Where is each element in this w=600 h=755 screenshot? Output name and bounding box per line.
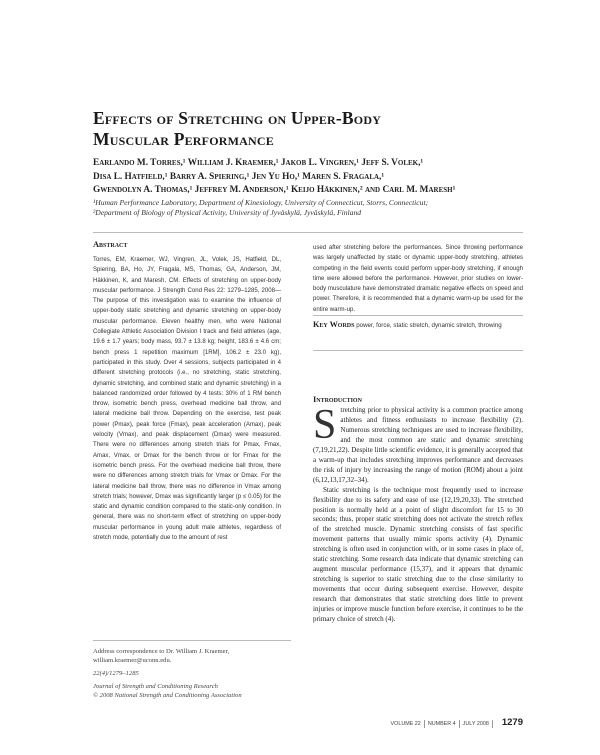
drop-cap: S — [313, 402, 337, 448]
abstract-paragraph: used after stretching before the performances. Since throwing performance was largely unaffected by static or dynamic upper-body stretching, athletes competing in the field events could perform upper-body stretching, if enough time were allowed before the performance. However, prior studies on lower-body musculature have demonstrated dramatic negative effects on speed and power. Therefore, it is recommended that a dynamic warm-up be used for the entire warm-up. — [313, 245, 523, 313]
keywords-text: power, force, static stretch, dynamic stretch, throwing — [356, 322, 502, 329]
footnote — [93, 648, 291, 701]
copyright-line: © 2008 National Strength and Conditioning Association — [93, 691, 242, 699]
abstract-paragraph: Torres, EM, Kraemer, WJ, Vingren, JL, Volek, JS, Hatfield, DL, Spiering, BA, Ho, JY, Fragala, MS, Thomas, GA, Anderson, JM, Häkkinen, K, and Maresh, CM. Effects of stretching on upper-body muscular performance. J Strength Cond Res 22: 1279–1285, 2008—The purpose of this investigation was to examine the influence of upper-body static stretching and dynamic stretching on upper-body muscular performance. Eleven healthy men, who were National Collegiate Athletic Association Division I track and field athletes (age, 19.6 ± 1.7 years; body mass, 93.7 ± 13.8 kg; height, 183.6 ± 4.6 cm; bench press 1 repetition maximum [1RM], 106.2 ± 23.0 kg), participated in this study. Over 4 sessions, subjects participated in 4 different stretching protocols (i.e., no stretching, static stretching, dynamic stretching, and combined static and dynamic stretching) in a balanced randomized order followed by 4 tests: 30% of 1 RM bench throw, isometric bench press, overhead medicine ball throw, and lateral medicine ball throw. Depending on the exercise, test peak power (Pmax), peak force (Fmax), peak acceleration (Amax), peak velocity (Vmax), and peak displacement (Dmax) were measured. There were no differences among stretch trials for Pmax, Fmax, Amax, Vmax, or Dmax for the bench throw or for Fmax for the isometric bench press. For the overhead medicine ball throw, there were no differences among stretch trials for Vmax or Dmax. For the lateral medicine ball throw, there was no difference in Vmax among stretch trials; however, Dmax was significantly larger (p ≤ 0.05) for the static and dynamic condition compared to the static-only condition. In general, there was no short-term effect of stretching on upper-body muscular performance in young adult male athletes, regardless of stretch mode, potentially due to the amount of rest — [93, 257, 281, 542]
volume-label: VOLUME 22 — [390, 721, 421, 727]
abstract-text — [93, 255, 281, 543]
keywords-top-rule — [313, 315, 523, 316]
affiliation-line: ¹Human Performance Laboratory, Department of Kinesiology, University of Connecticut, Storrs, Connecticut; — [93, 198, 429, 207]
intro-paragraph: Static stretching is the technique most frequently used to increase flexibility due to its safety and ease of use (12,19,20,33). The stretched position is normally held at a point of slight discomfort for 15 to 30 seconds; thus, proper static stretching does not activate the stretch reflex of the stretched muscle. Dynamic stretching consists of fast specific movement patterns that usually mimic sports activity (4). Dynamic stretching is often used in conjunction with, or in some cases in place of, static stretching. Some research data indicate that dynamic stretching can augment muscular performance (15,37), and it appears that dynamic stretching is superior to static stretching due to the close similarity to movements that occur during subsequent exercise. However, despite research that demonstrates that static stretching does little to prevent injuries or improve muscle function before exercise, it continues to be the primary choice of stretch (4). — [313, 485, 523, 624]
intro-paragraph — [313, 402, 523, 486]
number-label: NUMBER 4 — [427, 721, 456, 727]
footnote-rule — [93, 640, 291, 641]
correspondence-note: Address correspondence to Dr. William J. Kraemer, william.kraemer@uconn.edu. — [93, 648, 230, 664]
article-title — [93, 108, 513, 150]
affiliation-line: ²Department of Biology of Physical Activity, University of Jyväskylä, Jyväskylä, Finland — [93, 208, 362, 218]
affiliations — [93, 198, 523, 218]
footer-separator — [492, 720, 493, 728]
header-divider — [93, 232, 523, 233]
author-line: Gwendolyn A. Thomas,¹ Jeffrey M. Anderson,¹ Keijo Häkkinen,² and Carl M. Maresh¹ — [93, 185, 456, 196]
footer-separator — [424, 720, 425, 728]
abstract-continuation — [313, 243, 523, 315]
keywords-label: Key Words — [313, 320, 355, 329]
page-number: 1279 — [501, 717, 523, 728]
intro-paragraph-text: tretching prior to physical activity is a common practice among athletes and fitness enthusiasts to increase flexibility (2). Numerous stretching techniques are used to increase flexibility, and the most common are static and dynamic stretching (7,19,21,22). Despite little scientific evidence, it is generally accepted that a warm-up that includes stretching improves performance and decreases the risk of injury by increasing the range of motion (ROM) about a joint (6,12,13,17,32–34). — [313, 406, 523, 484]
author-line: Disa L. Hatfield,¹ Barry A. Spiering,¹ Jen Yu Ho,¹ Maren S. Fragala,¹ — [93, 171, 385, 182]
introduction-heading: Introduction — [313, 395, 362, 404]
journal-note — [93, 683, 291, 701]
title-line: Muscular Performance — [93, 129, 274, 149]
author-line: Earlando M. Torres,¹ William J. Kraemer,¹ Jakob L. Vingren,¹ Jeff S. Volek,¹ — [93, 158, 424, 168]
keywords-bottom-rule — [313, 350, 523, 351]
date-label: JULY 2008 — [462, 721, 489, 727]
abstract-heading: Abstract — [93, 240, 128, 249]
keywords — [313, 320, 523, 332]
footer-separator — [459, 720, 460, 728]
citation-note: 22(4)/1279–1285 — [93, 669, 139, 677]
author-list — [93, 157, 523, 198]
introduction-body — [313, 402, 523, 625]
page-footer — [360, 717, 523, 728]
title-line: Effects of Stretching on Upper-Body — [93, 108, 382, 128]
journal-name: Journal of Strength and Conditioning Research — [93, 682, 218, 690]
